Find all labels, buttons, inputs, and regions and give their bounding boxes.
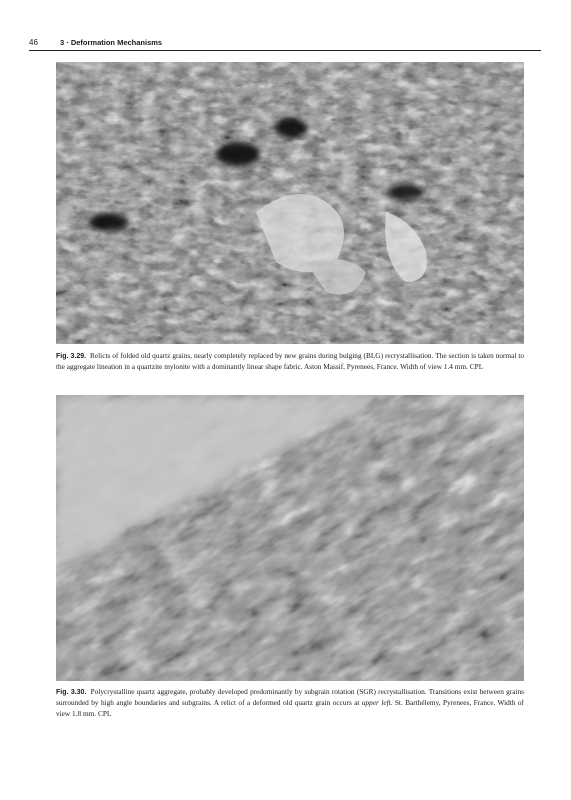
header-rule [29,50,541,51]
caption-emphasis: upper left [361,698,391,708]
figure-caption-3-29 [56,351,524,373]
running-head [29,37,539,51]
chapter-title: 3 · Deformation Mechanisms [60,38,163,47]
caption-text-end: . St. Barthélemy, Pyrenees, France. Width of view 1.8 mm. CPL [56,698,524,718]
page-number: 46 [29,38,38,47]
micrograph-fig-3-30 [56,395,524,681]
figure-caption-3-30 [56,687,524,719]
caption-text: Polycrystalline quartz aggregate, probably developed predominantly by subgrain rotation (SGR) recrystallisation. Transitions exist between grains surrounded by high angle boundaries and subgrains. A relict of a deformed old quartz grain occurs at [56,687,524,708]
figure-label: Fig. 3.30. [56,689,87,696]
figure-label: Fig. 3.29. [56,353,87,360]
caption-text: Relicts of folded old quartz grains, nearly completely replaced by new grains during bulging (BLG) recrystallisation. The section is taken normal to the aggregate lineation in a quartzite mylonite with a dominantly linear shape fabric. Aston Massif, Pyrenees, France. Width of view 1.4 mm. CPL [56,351,524,372]
micrograph-fig-3-29 [56,62,524,344]
